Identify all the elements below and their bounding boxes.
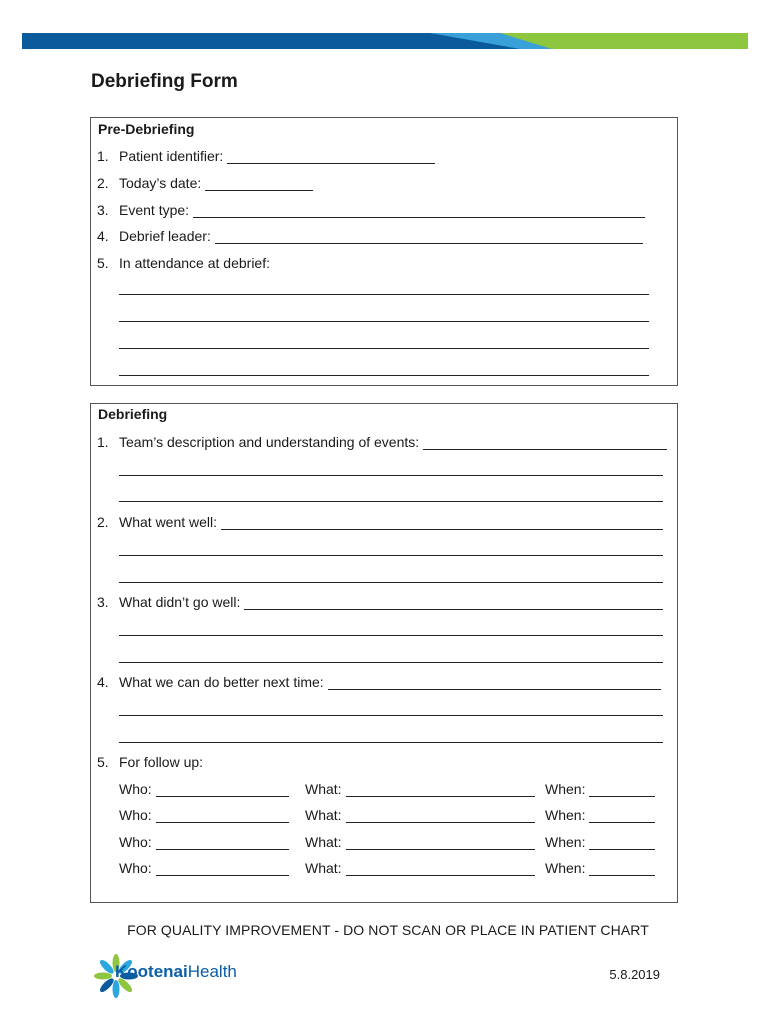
team-description-line[interactable] [119,475,663,476]
who-field[interactable] [156,781,289,797]
pre-debriefing-section [90,117,678,386]
patient-identifier-row: 1. Patient identifier: [97,146,667,164]
debriefing-title: Debriefing [98,406,168,422]
debriefing-section [90,403,678,903]
todays-date-row: 2. Today’s date: [97,173,667,191]
when-field[interactable] [589,860,655,876]
kootenai-health-wordmark: KootenaiHealth [115,962,237,981]
what-field[interactable] [346,834,535,850]
when-field[interactable] [589,781,655,797]
do-better-line[interactable] [119,715,663,716]
follow-up-label: For follow up: [119,754,204,770]
went-well-field[interactable] [221,514,663,530]
follow-up-entry: Who: What: When: [119,805,661,823]
todays-date-field[interactable] [205,175,313,191]
do-better-field[interactable] [328,674,661,690]
event-type-field[interactable] [193,202,645,218]
who-field[interactable] [156,860,289,876]
attendance-line[interactable] [119,348,649,349]
patient-identifier-label: Patient identifier: [119,148,224,164]
attendance-row: 5. In attendance at debrief: [97,255,270,271]
attendance-line[interactable] [119,321,649,322]
team-description-label: Team’s description and understanding of events: [119,434,420,450]
what-field[interactable] [346,807,535,823]
do-better-label: What we can do better next time: [119,674,324,690]
follow-up-entry: Who: What: When: [119,832,661,850]
do-better-row: 4. What we can do better next time: [97,672,667,690]
team-description-row: 1. Team’s description and understanding of events: [97,432,667,450]
when-field[interactable] [589,807,655,823]
pre-debriefing-title: Pre-Debriefing [98,121,195,137]
didnt-go-well-line[interactable] [119,662,663,663]
event-type-label: Event type: [119,202,190,218]
didnt-go-well-field[interactable] [244,594,663,610]
went-well-label: What went well: [119,514,218,530]
didnt-go-well-line[interactable] [119,635,663,636]
went-well-line[interactable] [119,582,663,583]
what-field[interactable] [346,860,535,876]
who-field[interactable] [156,807,289,823]
when-field[interactable] [589,834,655,850]
follow-up-entry: Who: What: When: [119,858,661,876]
who-field[interactable] [156,834,289,850]
attendance-label: In attendance at debrief: [119,255,270,271]
header-color-bar [0,0,770,60]
didnt-go-well-row: 3. What didn’t go well: [97,592,667,610]
quality-improvement-note: FOR QUALITY IMPROVEMENT - DO NOT SCAN OR PLACE IN PATIENT CHART [127,922,649,938]
went-well-row: 2. What went well: [97,512,667,530]
didnt-go-well-label: What didn’t go well: [119,594,241,610]
debrief-leader-field[interactable] [215,228,643,244]
team-description-field[interactable] [423,434,667,450]
do-better-line[interactable] [119,742,663,743]
follow-up-entry: Who: What: When: [119,779,661,797]
debrief-leader-row: 4. Debrief leader: [97,226,667,244]
debrief-leader-label: Debrief leader: [119,228,211,244]
patient-identifier-field[interactable] [227,148,435,164]
what-field[interactable] [346,781,535,797]
todays-date-label: Today’s date: [119,175,202,191]
attendance-line[interactable] [119,294,649,295]
form-title: Debriefing Form [91,71,238,92]
went-well-line[interactable] [119,555,663,556]
revision-date: 5.8.2019 [609,967,660,982]
attendance-line[interactable] [119,375,649,376]
team-description-line[interactable] [119,501,663,502]
follow-up-row: 5. For follow up: [97,754,204,770]
event-type-row: 3. Event type: [97,200,667,218]
